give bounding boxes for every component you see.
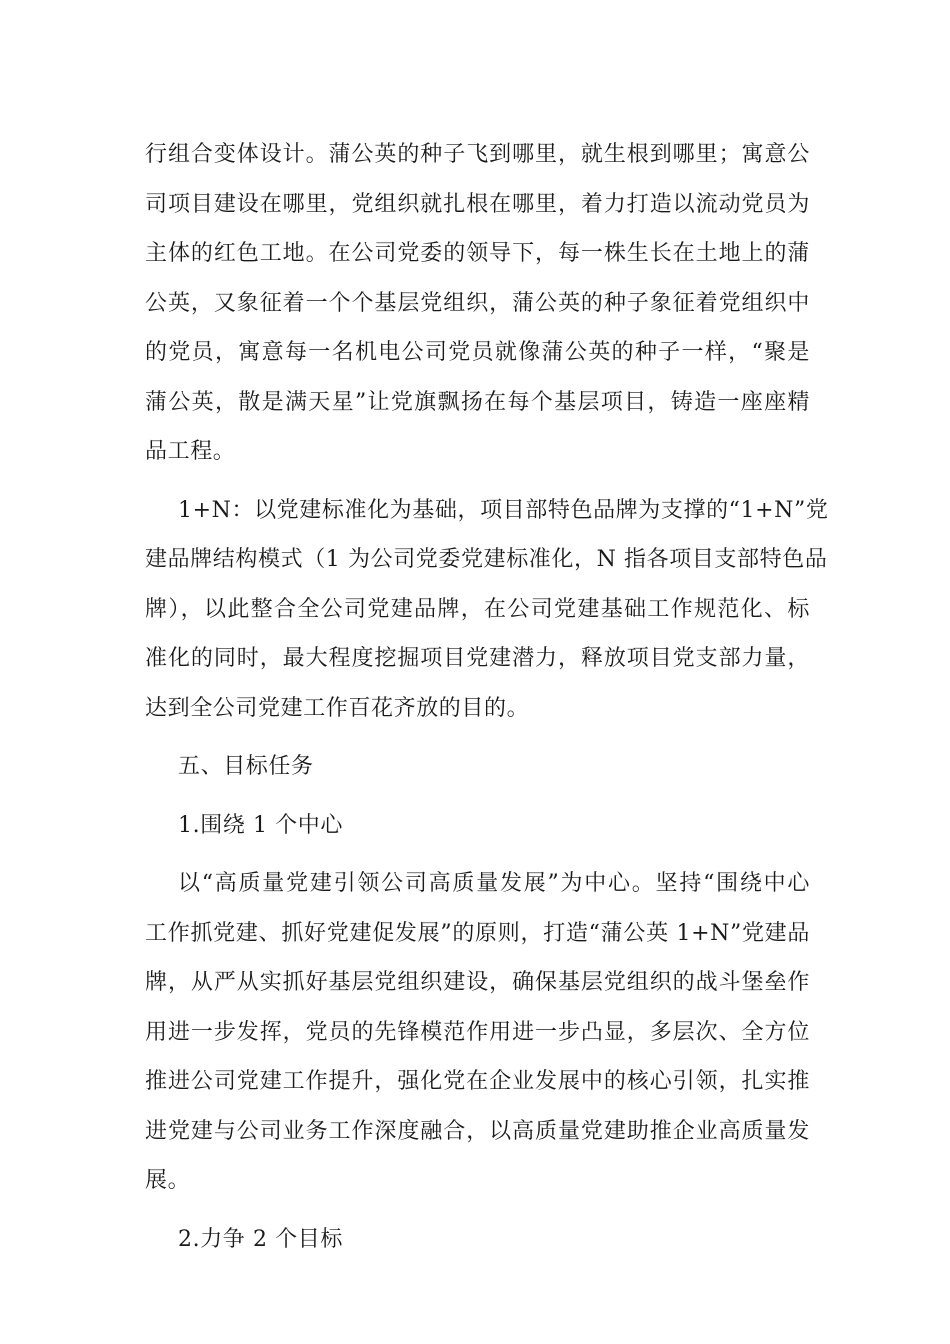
subheading-one-center [145, 801, 810, 851]
paragraph-dandelion-meaning [145, 130, 810, 477]
text-line: 展。 [145, 1168, 191, 1193]
text-line: 建品牌结构模式（1 为公司党委党建标准化，N 指各项目支部特色品 [145, 547, 828, 572]
heading-text: 1.围绕 1 个中心 [178, 812, 343, 838]
text-line: 品工程。 [145, 439, 236, 464]
text-line: 蒲公英，散是满天星”让党旗飘扬在每个基层项目，铸造一座座精 [145, 389, 810, 415]
paragraph-1-plus-n [145, 486, 829, 734]
text-line: 的党员，寓意每一名机电公司党员就像蒲公英的种子一样，“聚是 [145, 340, 810, 365]
text-line: 司项目建设在哪里，党组织就扎根在哪里，着力打造以流动党员为 [145, 191, 810, 217]
heading-text: 2.力争 2 个目标 [178, 1226, 343, 1252]
subheading-two-goals [145, 1215, 810, 1265]
section-heading-goals [145, 742, 810, 792]
text-line: 用进一步发挥，党员的先锋模范作用进一步凸显，多层次、全方位 [145, 1019, 810, 1045]
text-line: 以“高质量党建引领公司高质量发展”为中心。坚持“围绕中心 [178, 871, 810, 896]
text-line: 工作抓党建、抓好党建促发展”的原则，打造“蒲公英 1+N”党建品 [145, 920, 810, 946]
text-line: 行组合变体设计。蒲公英的种子飞到哪里，就生根到哪里；寓意公 [145, 142, 810, 167]
text-line: 牌，从严从实抓好基层党组织建设，确保基层党组织的战斗堡垒作 [145, 970, 810, 995]
text-line: 达到全公司党建工作百花齐放的目的。 [145, 695, 530, 721]
text-line: 1+N：以党建标准化为基础，项目部特色品牌为支撑的“1+N”党 [178, 497, 829, 523]
text-line: 推进公司党建工作提升，强化党在企业发展中的核心引领，扎实推 [145, 1069, 810, 1094]
text-line: 牌），以此整合全公司党建品牌，在公司党建基础工作规范化、标 [145, 596, 810, 622]
text-line: 主体的红色工地。在公司党委的领导下，每一株生长在土地上的蒲 [145, 241, 810, 266]
heading-text: 五、目标任务 [178, 754, 314, 779]
text-line: 进党建与公司业务工作深度融合，以高质量党建助推企业高质量发 [145, 1118, 810, 1144]
paragraph-center-description [145, 859, 810, 1206]
text-line: 公英，又象征着一个个基层党组织，蒲公英的种子象征着党组织中 [145, 290, 810, 316]
document-body [145, 130, 829, 1264]
text-line: 准化的同时，最大程度挖掘项目党建潜力，释放项目党支部力量， [145, 646, 810, 671]
